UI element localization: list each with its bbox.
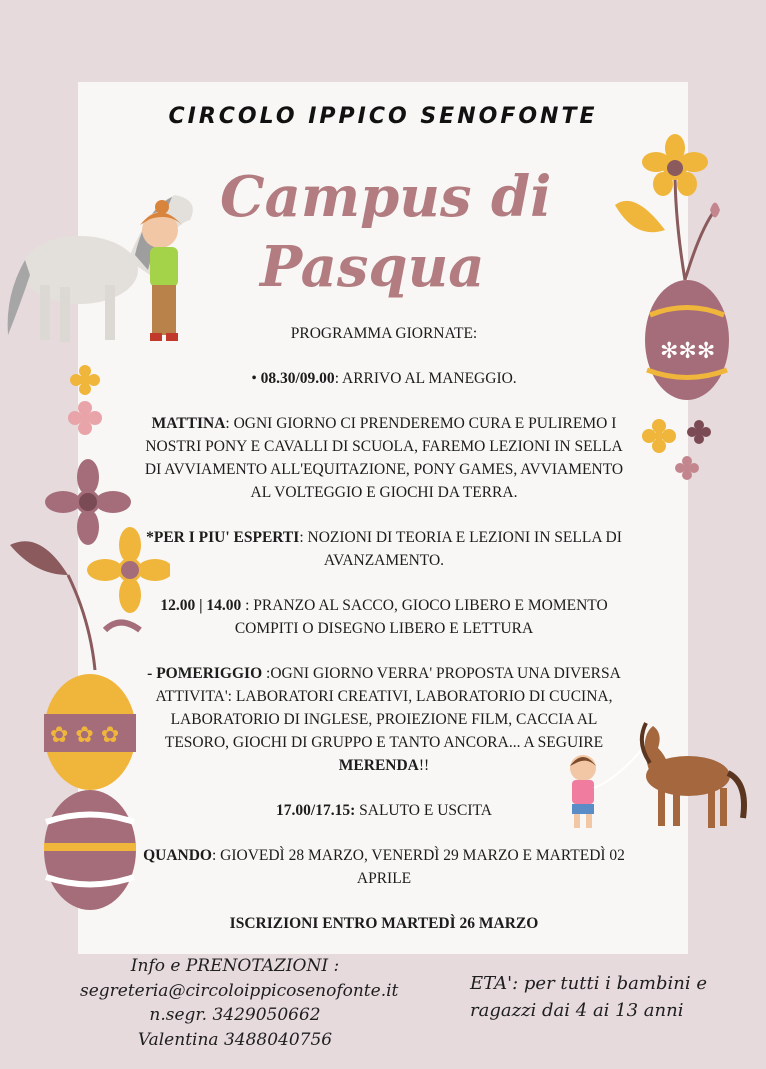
page-title xyxy=(200,162,560,302)
contact-phone-valentina[interactable]: Valentina 3488040756 xyxy=(137,1029,333,1050)
arrival-time: 08.30/09.00 xyxy=(260,370,335,387)
flower-vase-egg-illustration xyxy=(605,130,766,410)
easter-eggs-illustration xyxy=(38,672,143,917)
right-flowers-illustration xyxy=(635,410,725,485)
lunch-section xyxy=(140,594,628,640)
arrival-text: : ARRIVO AL MANEGGIO. xyxy=(334,370,517,387)
afternoon-text: :OGNI GIORNO VERRA' PROPOSTA UNA DIVERSA ATTIVITA': LABORATORI CREATIVI, LABORATORIO DI CUCINA, LABORATORIO DI INGLESE, PROIEZIONE FILM, CACCIA AL TESORO, GIOCHI DI GRUPPO E TANTO ANCORA... A SEGUIRE xyxy=(155,665,621,751)
when-label: QUANDO xyxy=(143,847,212,864)
when-text: : GIOVEDÌ 28 MARZO, VENERDÌ 29 MARZO E MARTEDÌ 02 APRILE xyxy=(211,847,625,887)
age-line-2: ragazzi dai 4 ai 13 anni xyxy=(470,1000,684,1021)
morning-section xyxy=(140,412,628,504)
snack-label: MERENDA xyxy=(338,757,419,774)
end-text: SALUTO E USCITA xyxy=(355,802,492,819)
morning-text: : OGNI GIORNO CI PRENDEREMO CURA E PULIREMO I NOSTRI PONY E CAVALLI DI SCUOLA, FAREMO LEZIONI IN SELLA DI AVVIAMENTO ALL'EQUITAZIONE, PONY GAMES, AVVIAMENTO AL VOLTEGGIO E GIOCHI DA TERRA. xyxy=(144,415,624,501)
snack-suffix: !! xyxy=(418,757,430,774)
svg-text:✿ ✿ ✿: ✿ ✿ ✿ xyxy=(50,723,120,748)
svg-text:✻✻✻: ✻✻✻ xyxy=(660,339,716,364)
experts-label: *PER I PIU' ESPERTI xyxy=(146,529,300,546)
experts-text: : NOZIONI DI TEORIA E LEZIONI IN SELLA DI AVANZAMENTO. xyxy=(299,529,622,569)
title-line-2: Pasqua xyxy=(260,234,485,300)
contact-email[interactable]: segreteria@circoloippicosenofonte.it xyxy=(80,980,399,1001)
morning-label: MATTINA xyxy=(151,415,226,432)
lunch-time: 12.00 | 14.00 xyxy=(160,597,242,614)
age-info xyxy=(470,970,760,1024)
experts-section xyxy=(140,526,628,572)
contact-info xyxy=(80,954,399,1052)
afternoon-section xyxy=(140,662,628,777)
title-line-1: Campus di xyxy=(220,164,552,230)
age-line-1: ETA': per tutti i bambini e xyxy=(470,973,707,994)
afternoon-label: - POMERIGGIO xyxy=(147,665,263,682)
program-heading: PROGRAMMA GIORNATE: xyxy=(290,325,478,342)
end-time: 17.00/17.15: xyxy=(276,802,356,819)
contact-phone-office[interactable]: n.segr. 3429050662 xyxy=(149,1005,321,1025)
contact-heading: Info e PRENOTAZIONI : xyxy=(130,956,340,976)
end-section xyxy=(140,799,628,822)
arrival-line: • 08.30/09.00: ARRIVO AL MANEGGIO. xyxy=(251,370,517,387)
registration-deadline xyxy=(140,912,628,935)
registration-text: ISCRIZIONI ENTRO MARTEDÌ 26 MARZO xyxy=(229,915,539,932)
organization-name: CIRCOLO IPPICO SENOFONTE xyxy=(168,104,598,129)
program-body xyxy=(140,322,628,957)
when-section xyxy=(140,844,628,890)
lunch-text: : PRANZO AL SACCO, GIOCO LIBERO E MOMENTO COMPITI O DISEGNO LIBERO E LETTURA xyxy=(234,597,608,637)
